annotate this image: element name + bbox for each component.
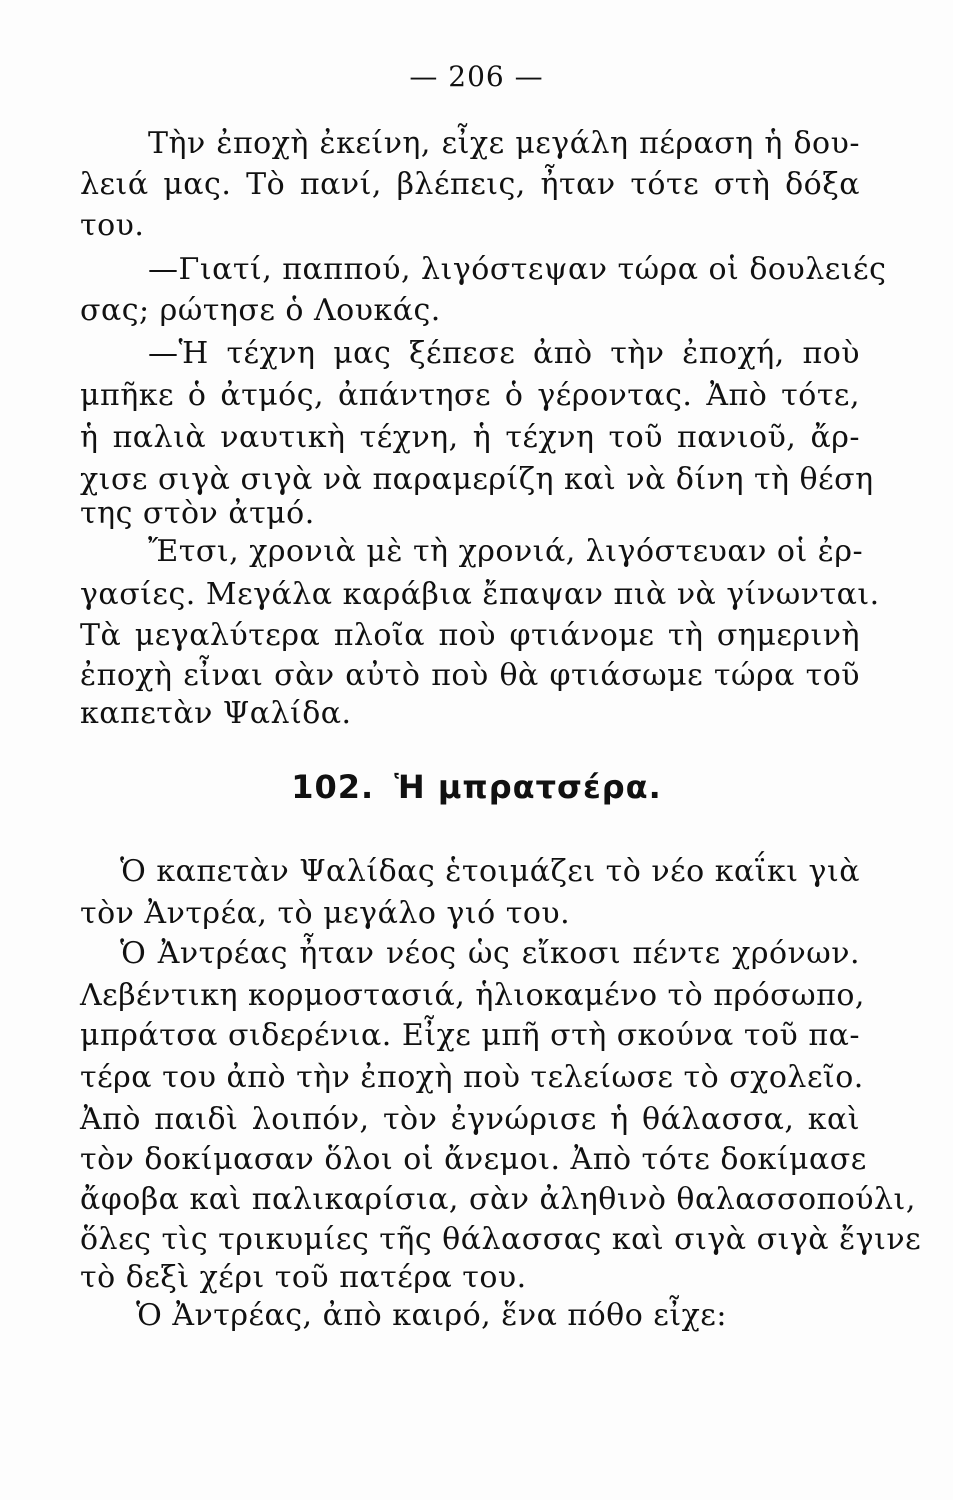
text-line-17: τὸν Ἀντρέα, τὸ μεγάλο γιό του. bbox=[80, 896, 571, 931]
text-line-4: —Γιατί, παππού, λιγόστεψαν τώρα οἱ δουλειές bbox=[148, 252, 887, 287]
text-line-21: τέρα του ἀπὸ τὴν ἐποχὴ ποὺ τελείωσε τὸ σχολεῖο. bbox=[80, 1060, 864, 1095]
page-number: — 206 — bbox=[409, 60, 544, 93]
text-line-15: καπετὰν Ψαλίδα. bbox=[80, 696, 352, 731]
text-line-1: Τὴν ἐποχὴ ἐκείνη, εἶχε μεγάλη πέραση ἡ δου- bbox=[148, 126, 860, 161]
text-line-7: μπῆκε ὁ ἀτμός, ἀπάντησε ὁ γέροντας. Ἀπὸ τότε, bbox=[80, 378, 860, 413]
text-line-14: ἐποχὴ εἶναι σὰν αὐτὸ ποὺ θὰ φτιάσωμε τώρα τοῦ bbox=[80, 658, 860, 693]
text-line-18: Ὁ Ἀντρέας ἦταν νέος ὡς εἴκοσι πέντε χρόνων. bbox=[120, 936, 860, 971]
section-number: 102. bbox=[291, 768, 375, 806]
text-line-3: του. bbox=[80, 208, 145, 243]
text-line-16: Ὁ καπετὰν Ψαλίδας ἑτοιμάζει τὸ νέο καΐκι γιὰ bbox=[120, 854, 860, 889]
section-title: Ἡ μπρατσέρα. bbox=[394, 768, 662, 806]
text-line-24: ἄφοβα καὶ παλικαρίσια, σὰν ἀληθινὸ θαλασσοπούλι, bbox=[80, 1182, 916, 1217]
text-line-27: Ὁ Ἀντρέας, ἀπὸ καιρό, ἕνα πόθο εἶχε: bbox=[136, 1298, 727, 1333]
text-line-6: —Ἡ τέχνη μας ξέπεσε ἀπὸ τὴν ἐποχή, ποὺ bbox=[148, 336, 860, 371]
text-line-12: γασίες. Μεγάλα καράβια ἔπαψαν πιὰ νὰ γίνωνται. bbox=[80, 577, 880, 612]
text-line-13: Τὰ μεγαλύτερα πλοῖα ποὺ φτιάνομε τὴ σημερινὴ bbox=[80, 618, 860, 653]
text-line-9: χισε σιγὰ σιγὰ νὰ παραμερίζη καὶ νὰ δίνη τὴ θέση bbox=[80, 462, 874, 497]
section-heading bbox=[0, 768, 953, 806]
text-line-20: μπράτσα σιδερένια. Εἶχε μπῆ στὴ σκούνα τοῦ πα- bbox=[80, 1018, 860, 1053]
text-line-25: ὅλες τὶς τρικυμίες τῆς θάλασσας καὶ σιγὰ σιγὰ ἔγινε bbox=[80, 1222, 922, 1257]
text-line-2: λειά μας. Τὸ πανί, βλέπεις, ἦταν τότε στὴ δόξα bbox=[80, 167, 860, 202]
text-line-5: σας; ρώτησε ὁ Λουκάς. bbox=[80, 293, 441, 328]
text-line-8: ἡ παλιὰ ναυτικὴ τέχνη, ἡ τέχνη τοῦ πανιοῦ, ἄρ- bbox=[80, 420, 860, 455]
text-line-10: της στὸν ἀτμό. bbox=[80, 496, 315, 531]
text-line-26: τὸ δεξὶ χέρι τοῦ πατέρα του. bbox=[80, 1260, 527, 1295]
text-line-22: Ἀπὸ παιδὶ λοιπόν, τὸν ἐγνώρισε ἡ θάλασσα, καὶ bbox=[80, 1102, 860, 1137]
text-line-11: Ἔτσι, χρονιὰ μὲ τὴ χρονιά, λιγόστευαν οἱ ἐρ- bbox=[148, 534, 864, 569]
text-line-23: τὸν δοκίμασαν ὅλοι οἱ ἄνεμοι. Ἀπὸ τότε δοκίμασε bbox=[80, 1142, 867, 1177]
text-line-19: Λεβέντικη κορμοστασιά, ἡλιοκαμένο τὸ πρόσωπο, bbox=[80, 978, 865, 1013]
